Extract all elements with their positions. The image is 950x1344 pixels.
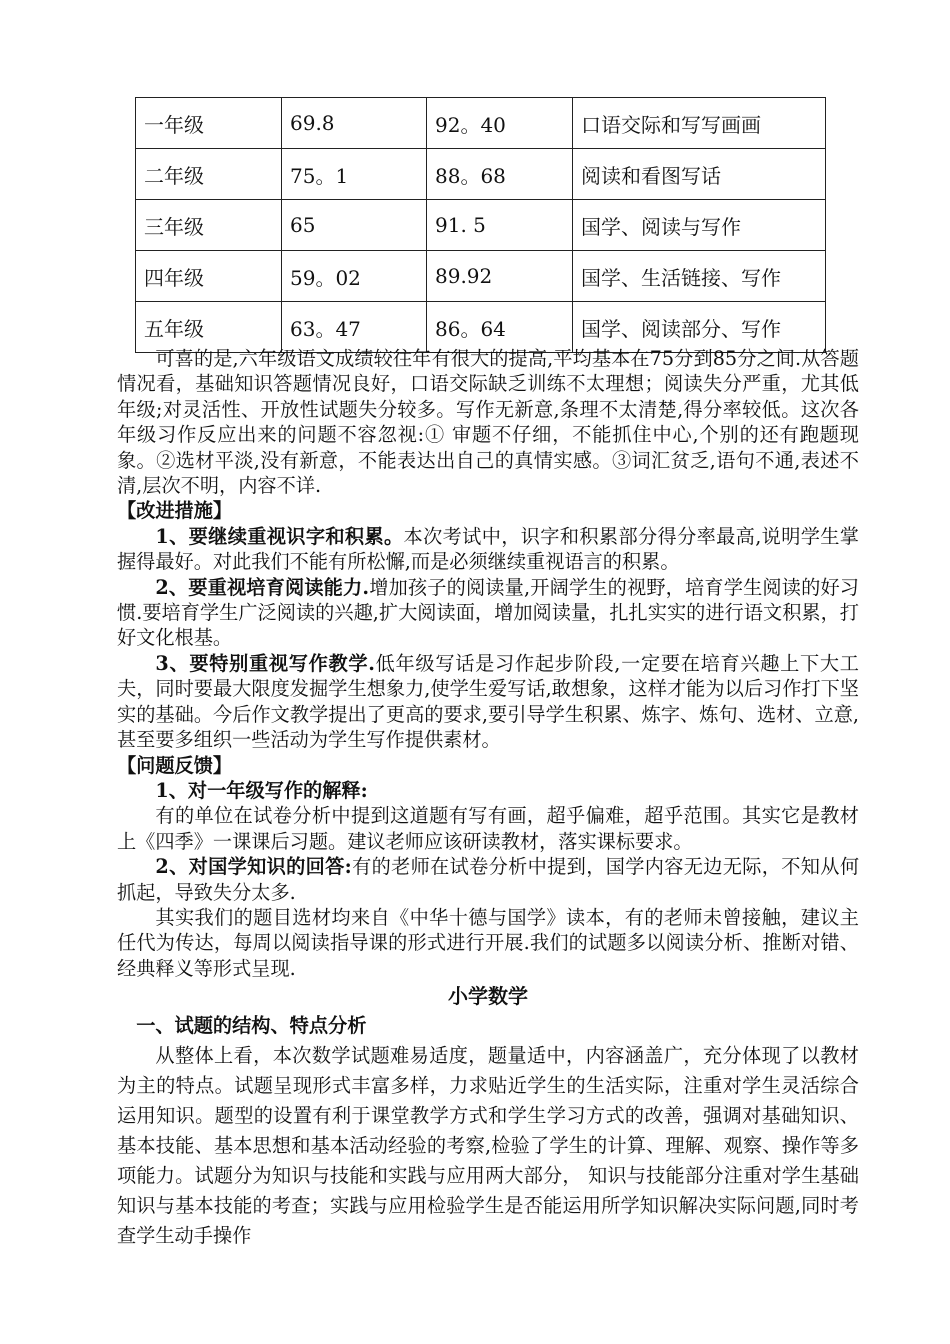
improvement-heading: 【改进措施】 bbox=[117, 499, 233, 523]
math-section bbox=[117, 1041, 859, 1251]
score-table-body bbox=[136, 98, 826, 353]
feedback-item-2-extra: 其实我们的题目选材均来自《中华十德与国学》读本，有的老师未曾接触，建议主任代为传达，每周以阅读指导课的形式进行开展.我们的试题多以阅读分析、推断对错、经典释义等形式呈现. bbox=[117, 905, 859, 980]
weak-area-cell: 国学、阅读部分、写作 bbox=[573, 302, 826, 353]
score-b-cell: 92。40 bbox=[427, 98, 573, 149]
score-a-cell: 75。1 bbox=[282, 149, 427, 200]
improvement-item-2-lead: 2、要重视培育阅读能力. bbox=[155, 575, 370, 599]
score-b-cell: 89.92 bbox=[427, 251, 573, 302]
improvement-item-2 bbox=[117, 575, 859, 651]
score-b-cell: 88。68 bbox=[427, 149, 573, 200]
math-section-1-title: 一、试题的结构、特点分析 bbox=[136, 1014, 367, 1038]
feedback-heading: 【问题反馈】 bbox=[117, 753, 233, 777]
improvement-item-3-lead: 3、要特别重视写作教学. bbox=[155, 651, 375, 675]
improvement-item-3 bbox=[117, 651, 859, 753]
improvement-item-3-body: 低年级写话是习作起步阶段,一定要在培育兴趣上下大工夫，同时要最大限度发掘学生想象力,使学生爱写话,敢想象，这样才能为以后习作打下坚实的基础。今后作文教学提出了更高的要求,要引导学生积累、炼字、炼句、选材、立意,甚至要多组织一些活动为学生写作提供素材。 bbox=[117, 651, 859, 752]
improvement-item-1-body: 本次考试中，识字和积累部分得分率最高,说明学生掌握得最好。对此我们不能有所松懈,而是必须继续重视语言的积累。 bbox=[117, 524, 859, 574]
grade-cell: 二年级 bbox=[136, 149, 282, 200]
score-b-cell: 86。64 bbox=[427, 302, 573, 353]
grade-cell: 一年级 bbox=[136, 98, 282, 149]
grade-cell: 五年级 bbox=[136, 302, 282, 353]
grade-cell: 三年级 bbox=[136, 200, 282, 251]
improvement-item-1-lead: 1、要继续重视识字和积累。 bbox=[155, 524, 404, 548]
table-row bbox=[136, 98, 826, 149]
score-a-cell: 65 bbox=[282, 200, 427, 251]
feedback-item-2-lead: 2、对国学知识的回答: bbox=[155, 855, 352, 879]
improvement-item-1 bbox=[117, 524, 859, 575]
feedback-item-2-body: 有的老师在试卷分析中提到，国学内容无边无际，不知从何抓起，导致失分太多. bbox=[117, 855, 860, 904]
weak-area-cell: 国学、生活链接、写作 bbox=[573, 251, 826, 302]
feedback-item-1-body: 有的单位在试卷分析中提到这道题有写有画，超乎偏难，超乎范围。其实它是教材上《四季》一课课后习题。建议老师应该研读教材，落实课标要求。 bbox=[117, 804, 859, 853]
math-title: 小学数学 bbox=[448, 984, 528, 1009]
grade-score-table bbox=[135, 97, 826, 353]
score-b-cell: 91. 5 bbox=[427, 200, 573, 251]
score-a-cell: 69.8 bbox=[282, 98, 427, 149]
score-a-cell: 63。47 bbox=[282, 302, 427, 353]
grade-cell: 四年级 bbox=[136, 251, 282, 302]
weak-area-cell: 口语交际和写写画画 bbox=[573, 98, 826, 149]
table-row bbox=[136, 251, 826, 302]
feedback-item-1-title: 1、对一年级写作的解释: bbox=[155, 778, 368, 802]
table-row bbox=[136, 149, 826, 200]
score-a-cell: 59。02 bbox=[282, 251, 427, 302]
table-row bbox=[136, 200, 826, 251]
feedback-item-2 bbox=[117, 854, 859, 905]
analysis-paragraph: 可喜的是,六年级语文成绩较往年有很大的提高,平均基本在75分到85分之间.从答题情况看，基础知识答题情况良好，口语交际缺乏训练不太理想；阅读失分严重，尤其低年级;对灵活性、开放性试题失分较多。写作无新意,条理不太清楚,得分率较低。这次各年级习作反应出来的问题不容忽视:① 审题不仔细，不能抓住中心,个别的还有跑题现象。②选材平淡,没有新意，不能表达出自己的真情实感。③词汇贫乏,语句不通,表述不清,层次不明，内容不详. bbox=[117, 347, 859, 498]
weak-area-cell: 国学、阅读与写作 bbox=[573, 200, 826, 251]
table-row bbox=[136, 302, 826, 353]
weak-area-cell: 阅读和看图写话 bbox=[573, 149, 826, 200]
improvement-item-2-body: 增加孩子的阅读量,开阔学生的视野，培育学生阅读的好习惯.要培育学生广泛阅读的兴趣,扩大阅读面，增加阅读量，扎扎实实的进行语文积累，打好文化根基。 bbox=[117, 575, 859, 650]
document-body bbox=[117, 346, 859, 1251]
math-section-1-body: 从整体上看，本次数学试题难易适度，题量适中，内容涵盖广，充分体现了以教材为主的特点。试题呈现形式丰富多样，力求贴近学生的生活实际，注重对学生灵活综合运用知识。题型的设置有利于课堂教学方式和学生学习方式的改善，强调对基础知识、基本技能、基本思想和基本活动经验的考察,检验了学生的计算、理解、观察、操作等多项能力。试题分为知识与技能和实践与应用两大部分， 知识与技能部分注重对学生基础知识与基本技能的考查；实践与应用检验学生是否能运用所学知识解决实际问题,同时考查学生动手操作 bbox=[117, 1044, 859, 1248]
